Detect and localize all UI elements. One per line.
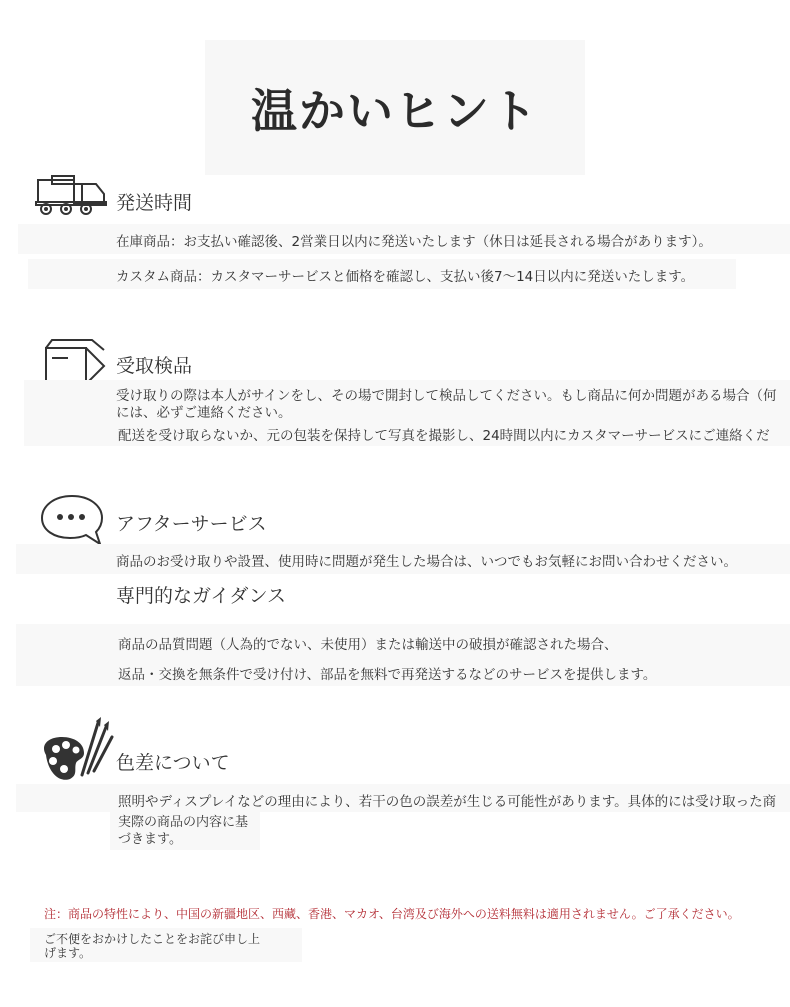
guidance-subheading: 専門的なガイダンス bbox=[116, 585, 287, 607]
truck-icon bbox=[34, 174, 116, 218]
inspection-line-1a: 受け取りの際は本人がサインをし、その場で開封して検品してください。もし商品に何か問題がある場合（何 bbox=[116, 388, 777, 404]
guidance-line-1: 商品の品質問題（人為的でない、未使用）または輸送中の破損が確認された場合、 bbox=[118, 637, 618, 653]
apology-line-1: ご不便をおかけしたことをお詫び申し上 bbox=[44, 932, 261, 946]
after-service-heading: アフターサービス bbox=[116, 513, 267, 535]
guidance-line-2: 返品・交換を無条件で受け付け、部品を無料で再発送するなどのサービスを提供します。 bbox=[118, 667, 657, 683]
color-line-1: 照明やディスプレイなどの理由により、若干の色の誤差が生じる可能性があります。具体的には受け取った商 bbox=[118, 794, 777, 810]
speech-bubble-icon bbox=[40, 492, 106, 550]
color-line-2b: づきます。 bbox=[118, 832, 182, 847]
inspection-heading: 受取検品 bbox=[116, 355, 193, 377]
page-title: 温かいヒント bbox=[251, 83, 539, 138]
shipping-line-2: カスタム商品：カスタマーサービスと価格を確認し、支払い後7〜14日以内に発送いたします。 bbox=[116, 269, 695, 285]
color-heading: 色差について bbox=[116, 752, 230, 774]
inspection-line-2: 配送を受け取らないか、元の包装を保持して写真を撮影し、24時間以内にカスタマーサービスにご連絡くだ bbox=[118, 428, 770, 444]
shipping-line-1: 在庫商品：お支払い確認後、2営業日以内に発送いたします（休日は延長される場合があります）。 bbox=[116, 234, 712, 250]
palette-icon bbox=[38, 715, 118, 785]
inspection-line-1b: には、必ずご連絡ください。 bbox=[116, 405, 292, 421]
apology-line-2: げます。 bbox=[44, 946, 92, 960]
after-service-line-1: 商品のお受け取りや設置、使用時に問題が発生した場合は、いつでもお気軽にお問い合わせください。 bbox=[116, 554, 737, 570]
color-line-2a: 実際の商品の内容に基 bbox=[118, 815, 249, 830]
shipping-heading: 発送時間 bbox=[116, 192, 193, 214]
shipping-exclusion-note: 注：商品の特性により、中国の新疆地区、西藏、香港、マカオ、台湾及び海外への送料無料は適用されません。ご了承ください。 bbox=[44, 907, 740, 921]
title-box bbox=[205, 40, 585, 175]
